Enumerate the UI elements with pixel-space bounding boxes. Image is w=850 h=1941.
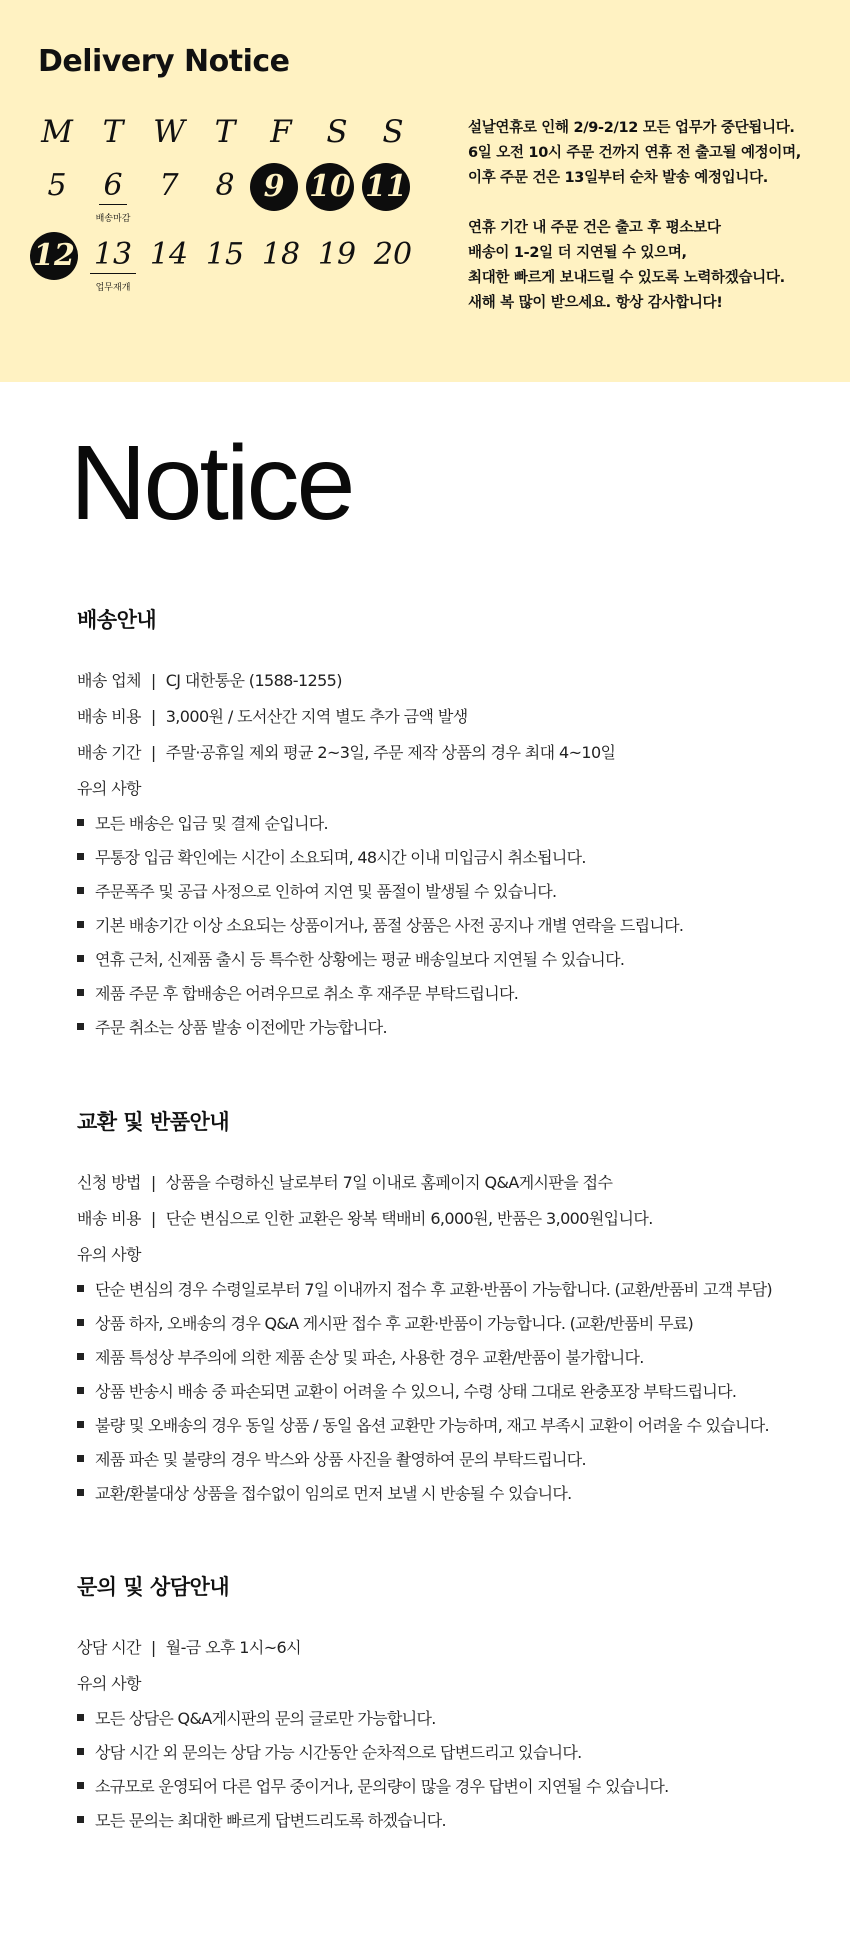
- list-item: 주문폭주 및 공급 사정으로 인하여 지연 및 품절이 발생될 수 있습니다.: [77, 875, 807, 909]
- info-row: 배송 기간 | 주말·공휴일 제외 평균 2~3일, 주문 제작 상품의 경우 최대 4~10일: [77, 743, 616, 762]
- weekday-label: S: [326, 114, 348, 150]
- list-item: 상담 시간 외 문의는 상담 가능 시간동안 순차적으로 답변드리고 있습니다.: [77, 1736, 807, 1770]
- bullet-square-icon: [77, 1489, 84, 1496]
- bullet-square-icon: [77, 819, 84, 826]
- list-item: 모든 문의는 최대한 빠르게 답변드리도록 하겠습니다.: [77, 1804, 807, 1838]
- bullet-square-icon: [77, 853, 84, 860]
- caution-label: 유의 사항: [77, 779, 141, 798]
- calendar-day-holiday: 12: [30, 232, 78, 280]
- bullet-square-icon: [77, 1319, 84, 1326]
- info-row: 신청 방법 | 상품을 수령하신 날로부터 7일 이내로 홈페이지 Q&A게시판을 접수: [77, 1173, 613, 1192]
- calendar-day: 15: [205, 237, 245, 272]
- inquiry-section: [77, 1572, 807, 1838]
- shipping-cutoff-label: 배송마감: [95, 214, 131, 224]
- bullet-square-icon: [77, 989, 84, 996]
- banner-title: Delivery Notice: [38, 44, 290, 79]
- list-item: 무통장 입금 확인에는 시간이 소요되며, 48시간 이내 미입금시 취소됩니다.: [77, 841, 807, 875]
- list-item: 제품 특성상 부주의에 의한 제품 손상 및 파손, 사용한 경우 교환/반품이 불가합니다.: [77, 1341, 807, 1375]
- work-resume-label: 업무재개: [95, 283, 131, 293]
- weekday-label: T: [214, 114, 236, 150]
- notice-title: Notice: [70, 424, 353, 542]
- list-item: 모든 상담은 Q&A게시판의 문의 글로만 가능합니다.: [77, 1702, 807, 1736]
- list-item: 제품 파손 및 불량의 경우 박스와 상품 사진을 촬영하여 문의 부탁드립니다.: [77, 1443, 807, 1477]
- bullet-square-icon: [77, 1353, 84, 1360]
- banner-message: [468, 116, 838, 316]
- message-line: 배송이 1-2일 더 지연될 수 있으며,: [468, 245, 687, 261]
- bullet-square-icon: [77, 1421, 84, 1428]
- delivery-info-section: [77, 605, 807, 1045]
- message-line: 연휴 기간 내 주문 건은 출고 후 평소보다: [468, 220, 721, 236]
- weekday-label: F: [270, 114, 292, 150]
- exchange-return-section: [77, 1107, 807, 1511]
- bullet-square-icon: [77, 1023, 84, 1030]
- section-heading: 교환 및 반품안내: [77, 1110, 230, 1134]
- message-line: 새해 복 많이 받으세요. 항상 감사합니다!: [468, 295, 723, 311]
- calendar-day: 18: [261, 237, 301, 272]
- bullet-square-icon: [77, 1455, 84, 1462]
- bullet-square-icon: [77, 1816, 84, 1823]
- bullet-square-icon: [77, 1387, 84, 1394]
- list-item: 연휴 근처, 신제품 출시 등 특수한 상황에는 평균 배송일보다 지연될 수 있습니다.: [77, 943, 807, 977]
- list-item: 제품 주문 후 합배송은 어려우므로 취소 후 재주문 부탁드립니다.: [77, 977, 807, 1011]
- bullet-square-icon: [77, 887, 84, 894]
- delivery-notice-banner: [0, 0, 850, 382]
- bullet-square-icon: [77, 1285, 84, 1292]
- calendar-day-holiday: 10: [306, 163, 354, 211]
- weekday-label: M: [41, 114, 73, 150]
- section-heading: 문의 및 상담안내: [77, 1575, 230, 1599]
- info-row: 배송 비용 | 3,000원 / 도서산간 지역 별도 추가 금액 발생: [77, 707, 468, 726]
- info-row: 배송 업체 | CJ 대한통운 (1588-1255): [77, 671, 342, 690]
- info-row: 배송 비용 | 단순 변심으로 인한 교환은 왕복 택배비 6,000원, 반품은 3,000원입니다.: [77, 1209, 653, 1228]
- message-line: 이후 주문 건은 13일부터 순차 발송 예정입니다.: [468, 170, 768, 186]
- calendar-day-holiday: 9: [250, 163, 298, 211]
- list-item: 단순 변심의 경우 수령일로부터 7일 이내까지 접수 후 교환·반품이 가능합니다. (교환/반품비 고객 부담): [77, 1273, 807, 1307]
- bullet-square-icon: [77, 1748, 84, 1755]
- calendar-day: 7: [159, 168, 179, 203]
- calendar-day-work-resume: 13: [88, 232, 138, 278]
- bullet-square-icon: [77, 1782, 84, 1789]
- weekday-label: T: [102, 114, 124, 150]
- info-row: 상담 시간 | 월-금 오후 1시~6시: [77, 1638, 301, 1657]
- calendar-day: 8: [215, 168, 235, 203]
- weekday-label: S: [382, 114, 404, 150]
- message-line: 설날연휴로 인해 2/9-2/12 모든 업무가 중단됩니다.: [468, 120, 795, 136]
- list-item: 불량 및 오배송의 경우 동일 상품 / 동일 옵션 교환만 가능하며, 재고 부족시 교환이 어려울 수 있습니다.: [77, 1409, 807, 1443]
- list-item: 교환/환불대상 상품을 접수없이 임의로 먼저 보낼 시 반송될 수 있습니다.: [77, 1477, 807, 1511]
- message-line: 6일 오전 10시 주문 건까지 연휴 전 출고될 예정이며,: [468, 145, 801, 161]
- calendar-day: 20: [373, 237, 413, 272]
- list-item: 상품 반송시 배송 중 파손되면 교환이 어려울 수 있으니, 수령 상태 그대로 완충포장 부탁드립니다.: [77, 1375, 807, 1409]
- list-item: 기본 배송기간 이상 소요되는 상품이거나, 품절 상품은 사전 공지나 개별 연락을 드립니다.: [77, 909, 807, 943]
- bullet-square-icon: [77, 1714, 84, 1721]
- bullet-square-icon: [77, 955, 84, 962]
- list-item: 소규모로 운영되어 다른 업무 중이거나, 문의량이 많을 경우 답변이 지연될 수 있습니다.: [77, 1770, 807, 1804]
- bullet-square-icon: [77, 921, 84, 928]
- calendar-day: 14: [149, 237, 189, 272]
- calendar-day-holiday: 11: [362, 163, 410, 211]
- weekday-label: W: [153, 114, 185, 150]
- section-heading: 배송안내: [77, 608, 157, 632]
- calendar-day: 5: [47, 168, 67, 203]
- calendar-day-shipping-cutoff: 6: [88, 163, 138, 209]
- calendar-day: 19: [317, 237, 357, 272]
- list-item: 주문 취소는 상품 발송 이전에만 가능합니다.: [77, 1011, 807, 1045]
- message-line: 최대한 빠르게 보내드릴 수 있도록 노력하겠습니다.: [468, 270, 785, 286]
- list-item: 상품 하자, 오배송의 경우 Q&A 게시판 접수 후 교환·반품이 가능합니다. (교환/반품비 무료): [77, 1307, 807, 1341]
- caution-label: 유의 사항: [77, 1674, 141, 1693]
- caution-label: 유의 사항: [77, 1245, 141, 1264]
- list-item: 모든 배송은 입금 및 결제 순입니다.: [77, 807, 807, 841]
